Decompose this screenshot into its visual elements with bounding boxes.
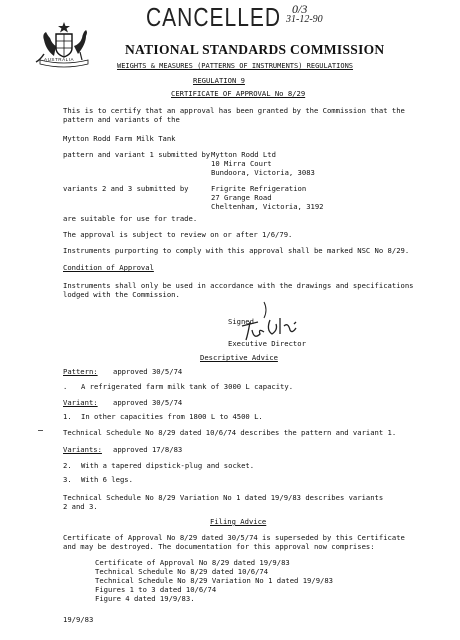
filing-item: Figure 4 dated 19/9/83. (95, 594, 195, 603)
regulations-subtitle: WEIGHTS & MEASURES (PATTERNS OF INSTRUMENTS) REGULATIONS (117, 62, 354, 70)
intro-line-1: This is to certify that an approval has been granted by the Commission that the (63, 106, 405, 115)
marking-statement: Instruments purporting to comply with this approval shall be marked NSC No 8/29. (63, 246, 410, 255)
handwritten-note-date: 31-12-90 (286, 14, 323, 25)
pattern-label: Pattern: (63, 367, 98, 376)
variant-label: Variant: (63, 398, 98, 407)
variant-1-number: 1. (63, 412, 72, 421)
variants-label: Variants: (63, 445, 102, 454)
submitter-1-city: Bundoora, Victoria, 3083 (211, 168, 315, 177)
filing-advice-heading: Filing Advice (210, 517, 267, 526)
variant-2-description: With a tapered dipstick-plug and socket. (81, 461, 255, 470)
schedule-statement-2: Technical Schedule No 8/29 Variation No 1 dated 19/9/83 describes variants (63, 493, 384, 502)
submitter-1-street: 10 Mirra Court (211, 159, 272, 168)
filing-line-1: Certificate of Approval No 8/29 dated 30/5/74 is superseded by this Certificate (63, 533, 405, 542)
variant-3-number: 3. (63, 475, 72, 484)
condition-line-1: Instruments shall only be used in accordance with the drawings and specifications (63, 281, 414, 290)
certificate-number: CERTIFICATE OF APPROVAL No 8/29 (171, 89, 306, 98)
filing-item: Technical Schedule No 8/29 dated 10/6/74 (95, 567, 269, 576)
schedule-statement-2-cont: 2 and 3. (63, 502, 98, 511)
variant-approval-date: approved 30/5/74 (113, 398, 183, 407)
condition-heading: Condition of Approval (63, 263, 154, 272)
submitter-2-label: variants 2 and 3 submitted by (63, 184, 189, 193)
signatory-role: Executive Director (228, 339, 306, 348)
filing-item: Technical Schedule No 8/29 Variation No 1 dated 19/9/83 (95, 576, 333, 585)
submitter-1-name: Mytton Rodd Ltd (211, 150, 276, 159)
pattern-description: A refrigerated farm milk tank of 3000 L capacity. (81, 382, 294, 391)
regulation-number: REGULATION 9 (193, 76, 245, 85)
submitter-2-street: 27 Grange Road (211, 193, 272, 202)
signed-label: Signed (228, 317, 254, 326)
pattern-bullet: . (63, 382, 68, 391)
footer-date: 19/9/83 (63, 615, 94, 624)
emblem-label: AUSTRALIA (44, 57, 75, 62)
submitter-2-city: Cheltenham, Victoria, 3192 (211, 202, 324, 211)
variants-approval-date: approved 17/8/83 (113, 445, 183, 454)
variant-2-number: 2. (63, 461, 72, 470)
condition-line-2: lodged with the Commission. (63, 290, 180, 299)
cancelled-stamp: CANCELLED (146, 3, 282, 32)
handwritten-note-number: 0/3 (292, 2, 308, 16)
descriptive-advice-heading: Descriptive Advice (200, 353, 278, 362)
submitter-1-label: pattern and variant 1 submitted by (63, 150, 211, 159)
handwritten-signature (236, 300, 316, 342)
review-statement: The approval is subject to review on or after 1/6/79. (63, 230, 293, 239)
suitable-statement: are suitable for use for trade. (63, 214, 198, 223)
margin-mark (38, 430, 43, 431)
product-name: Mytton Rodd Farm Milk Tank (63, 134, 176, 143)
schedule-statement-1: Technical Schedule No 8/29 dated 10/6/74 describes the pattern and variant 1. (63, 428, 397, 437)
filing-item: Figures 1 to 3 dated 10/6/74 (95, 585, 217, 594)
organisation-title: NATIONAL STANDARDS COMMISSION (125, 42, 385, 57)
variant-3-description: With 6 legs. (81, 475, 133, 484)
variant-1-description: In other capacities from 1800 L to 4500 L. (81, 412, 263, 421)
intro-line-2: pattern and variants of the (63, 115, 180, 124)
coat-of-arms-emblem (32, 20, 96, 68)
filing-item: Certificate of Approval No 8/29 dated 19/9/83 (95, 558, 290, 567)
submitter-2-name: Frigrite Refrigeration (211, 184, 307, 193)
filing-line-2: and may be destroyed. The documentation for this approval now comprises: (63, 542, 375, 551)
pattern-approval-date: approved 30/5/74 (113, 367, 183, 376)
